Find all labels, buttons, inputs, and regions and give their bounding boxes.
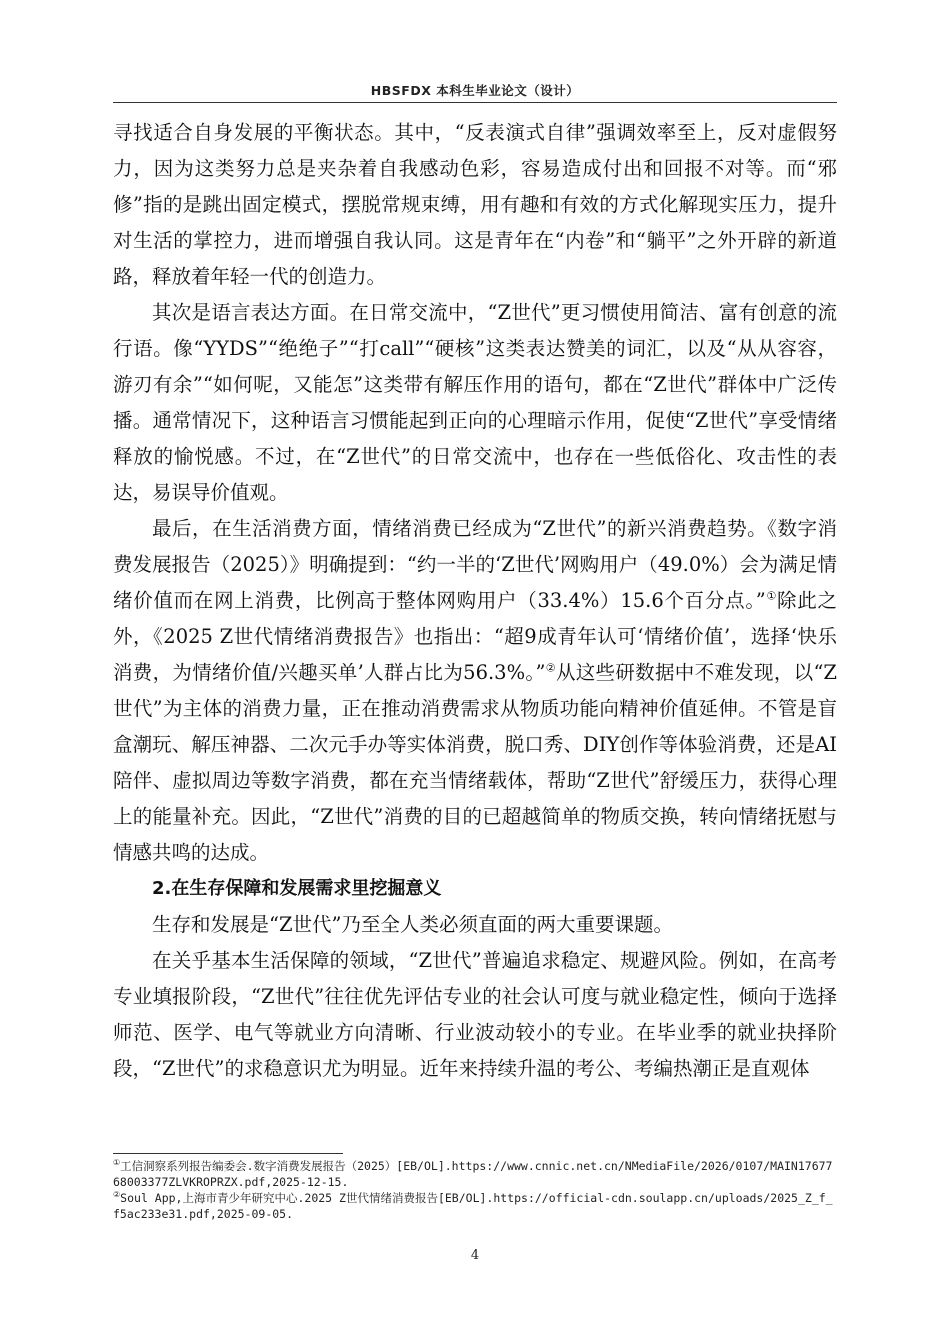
paragraph-continuation: 寻找适合自身发展的平衡状态。其中，“反表演式自律”强调效率至上，反对虚假努力，因为这类努力总是夹杂着自我感动色彩，容易造成付出和回报不对等。而“邪修”指的是跳出固定模式，摆脱常规束缚，用有趣和有效的方式化解现实压力，提升对生活的掌控力，进而增强自我认同。这是青年在“内卷”和“躺平”之外开辟的新道路，释放着年轻一代的创造力。 (113, 121, 837, 288)
paragraph-consumption-part1: 最后，在生活消费方面，情绪消费已经成为“Z世代”的新兴消费趋势。《数字消费发展报告（2025）》明确提到：“约一半的‘Z世代’网购用户（49.0%）会为满足情绪价值而在网上消费，比例高于整体网购用户（33.4%）15.6个百分点。” (113, 517, 837, 612)
footnotes (113, 1158, 837, 1222)
footnote-1-mark: ① (113, 1158, 121, 1168)
paragraph-consumption (113, 511, 837, 871)
running-header: HBSFDX 本科生毕业论文（设计） (370, 83, 580, 98)
footnote-ref-2[interactable]: ② (545, 661, 556, 675)
footnote-1-text: 工信洞察系列报告编委会.数字消费发展报告（2025）[EB/OL].https://www.cnnic.net.cn/NMediaFile/2026/0107/MAIN1767768003377ZLVKROPRZX.pdf,2025-12-15. (113, 1159, 833, 1189)
paragraph-consumption-part3: 从这些研数据中不难发现，以“Z世代”为主体的消费力量，正在推动消费需求从物质功能向精神价值延伸。不管是盲盒潮玩、解压神器、二次元手办等实体消费，脱口秀、DIY创作等体验消费，还是AI陪伴、虚拟周边等数字消费，都在充当情绪载体，帮助“Z世代”舒缓压力，获得心理上的能量补充。因此，“Z世代”消费的目的已超越简单的物质交换，转向情绪抚慰与情感共鸣的达成。 (113, 661, 837, 864)
section-heading: 2.在生存保障和发展需求里挖掘意义 (152, 878, 442, 899)
paragraph-survival-intro: 生存和发展是“Z世代”乃至全人类必须直面的两大重要课题。 (152, 913, 673, 936)
footnote-2-text: Soul App,上海市青少年研究中心.2025 Z世代情绪消费报告[EB/OL].https://official-cdn.soulapp.cn/uploads/2025_Z_f_f5ac233e31.pdf,2025-09-05. (113, 1191, 833, 1221)
footnote-ref-1[interactable]: ① (765, 589, 778, 603)
header-divider (113, 102, 837, 103)
main-body (113, 115, 837, 1087)
footnote-2 (113, 1190, 837, 1222)
paragraph-stability: 在关乎基本生活保障的领域，“Z世代”普遍追求稳定、规避风险。例如，在高考专业填报阶段，“Z世代”往往优先评估专业的社会认可度与就业稳定性，倾向于选择师范、医学、电气等就业方向清晰、行业波动较小的专业。在毕业季的就业抉择阶段，“Z世代”的求稳意识尤为明显。近年来持续升温的考公、考编热潮正是直观体 (113, 949, 837, 1080)
paragraph-consumption-part2: 除此之外，《2025 Z世代情绪消费报告》也指出：“超9成青年认可‘情绪价值’，选择‘快乐消费，为情绪价值/兴趣买单’人群占比为56.3%。” (113, 589, 837, 684)
footnote-divider (113, 1153, 343, 1154)
footnote-1 (113, 1158, 837, 1190)
paragraph-language: 其次是语言表达方面。在日常交流中，“Z世代”更习惯使用简洁、富有创意的流行语。像“YYDS”“绝绝子”“打call”“硬核”这类表达赞美的词汇，以及“从从容容，游刃有余”“如何呢，又能怎”这类带有解压作用的语句，都在“Z世代”群体中广泛传播。通常情况下，这种语言习惯能起到正向的心理暗示作用，促使“Z世代”享受情绪释放的愉悦感。不过，在“Z世代”的日常交流中，也存在一些低俗化、攻击性的表达，易误导价值观。 (113, 301, 837, 504)
footnote-2-mark: ② (113, 1190, 121, 1200)
page-number: 4 (470, 1248, 480, 1263)
